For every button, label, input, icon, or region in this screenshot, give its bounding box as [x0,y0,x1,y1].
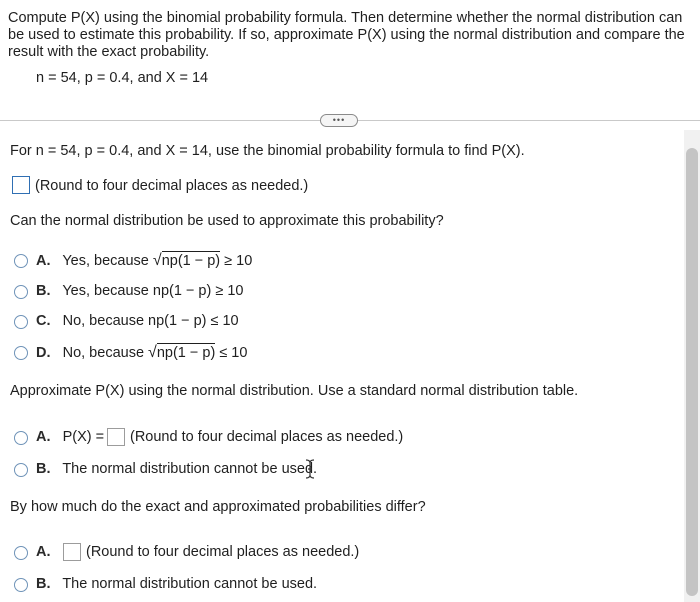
option-suffix: ≥ 10 [224,253,253,269]
option-letter: C. [36,313,51,329]
option-prefix: P(X) = [62,429,105,445]
option-letter: B. [36,576,51,592]
part3-question: Approximate P(X) using the normal distribution. Use a standard normal distribution table. [10,383,579,399]
part3-answer-input[interactable] [107,428,125,446]
sqrt-expression [148,344,215,362]
expand-button[interactable]: ••• [320,114,358,127]
part2-question: Can the normal distribution be used to approximate this probability? [10,213,444,229]
part4-option-b-label [36,576,317,593]
scrollbar-thumb[interactable] [686,148,698,596]
given-values: n = 54, p = 0.4, and X = 14 [36,70,209,86]
part2-radio-a[interactable] [14,254,28,268]
part2-option-b-label [36,283,243,300]
part2-option-d-label [36,344,247,362]
part4-answer-input[interactable] [63,543,81,561]
sqrt-icon: √ [148,344,157,361]
problem-statement: Compute P(X) using the binomial probability formula. Then determine whether the normal distribution can be used to estimate this probability. If so, approximate P(X) using the normal distribution and compare the result with the exact probability. [8,10,685,60]
option-letter: A. [36,544,51,560]
text-cursor-icon [305,459,315,479]
sqrt-icon: √ [152,252,162,269]
part1-question: For n = 54, p = 0.4, and X = 14, use the binomial probability formula to find P(X). [10,143,525,159]
part3-option-a-hint: (Round to four decimal places as needed.) [130,429,404,445]
option-text: Yes, because np(1 − p) ≥ 10 [62,283,244,299]
option-prefix: No, because [62,345,145,361]
part4-radio-b[interactable] [14,578,28,592]
radicand: np(1 − p) [156,345,216,361]
option-letter: A. [36,253,51,269]
part2-radio-d[interactable] [14,346,28,360]
part4-option-a-label [36,544,51,561]
part3-radio-a[interactable] [14,431,28,445]
part4-question: By how much do the exact and approximated probabilities differ? [10,499,426,515]
sqrt-expression [153,252,220,270]
option-text: The normal distribution cannot be used. [62,461,318,477]
part2-radio-c[interactable] [14,315,28,329]
option-text: No, because np(1 − p) ≤ 10 [62,313,239,329]
part2-option-a-label [36,252,252,270]
part1-hint: (Round to four decimal places as needed.) [35,178,309,194]
part2-option-c-label [36,313,239,330]
radicand: np(1 − p) [161,253,221,269]
option-letter: B. [36,283,51,299]
part1-answer-input[interactable] [12,176,30,194]
part4-option-a-hint: (Round to four decimal places as needed.) [86,544,360,560]
part2-radio-b[interactable] [14,285,28,299]
option-letter: D. [36,345,51,361]
part3-option-a-label [36,429,104,446]
part4-radio-a[interactable] [14,546,28,560]
option-suffix: ≤ 10 [219,345,248,361]
option-prefix: Yes, because [62,253,149,269]
option-letter: B. [36,461,51,477]
option-text: The normal distribution cannot be used. [62,576,318,592]
option-letter: A. [36,429,51,445]
part3-option-b-label [36,461,317,478]
part3-radio-b[interactable] [14,463,28,477]
